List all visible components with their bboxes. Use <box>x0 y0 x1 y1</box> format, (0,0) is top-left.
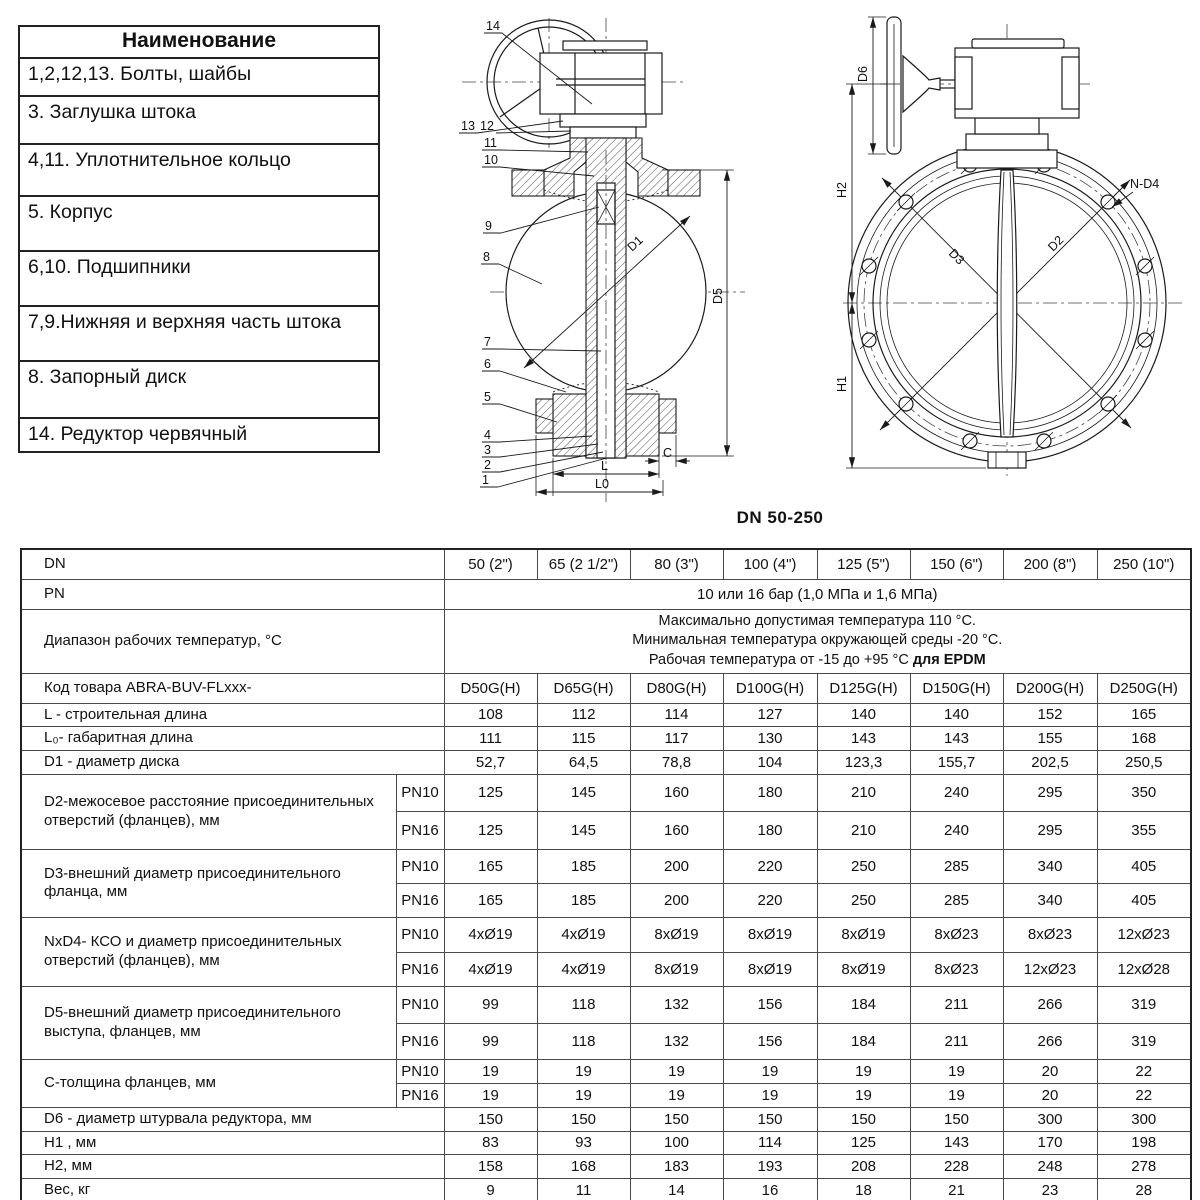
spec-cell: 4xØ19 <box>444 917 537 952</box>
spec-cell: 220 <box>723 883 817 917</box>
part-label-4: 4 <box>484 428 491 442</box>
spec-row <box>21 1059 1191 1083</box>
spec-cell: 150 <box>817 1107 910 1131</box>
spec-cell: 100 <box>630 1131 723 1155</box>
spec-cell: 150 <box>723 1107 817 1131</box>
spec-cell: 250,5 <box>1097 751 1191 775</box>
parts-list-item: 8. Запорный диск <box>20 362 378 419</box>
valve-stem <box>586 138 626 460</box>
spec-cell: 198 <box>1097 1131 1191 1155</box>
spec-cell: 145 <box>537 811 630 849</box>
part-label-10: 10 <box>484 153 498 167</box>
dim-label-d3: D3 <box>945 246 968 268</box>
spec-cell: 140 <box>910 703 1003 727</box>
spec-cell: 22 <box>1097 1059 1191 1083</box>
spec-cell: 21 <box>910 1179 1003 1200</box>
spec-cell: 132 <box>630 986 723 1023</box>
spec-cell: D150G(H) <box>910 673 1003 703</box>
spec-cell: 93 <box>537 1131 630 1155</box>
parts-list-item: 4,11. Уплотнительное кольцо <box>20 145 378 197</box>
spec-row-label: Вес, кг <box>21 1179 444 1200</box>
spec-cell: 19 <box>630 1059 723 1083</box>
spec-cell: 285 <box>910 849 1003 883</box>
pn-sublabel: PN16 <box>396 883 444 917</box>
spec-row-label: D3-внешний диаметр присоединительного фланца, мм <box>21 849 396 917</box>
spec-cell: 12xØ28 <box>1097 952 1191 986</box>
spec-cell: 19 <box>723 1059 817 1083</box>
spec-cell: 8xØ19 <box>723 952 817 986</box>
dim-label-n-d4: N-D4 <box>1130 177 1160 191</box>
spec-cell: 210 <box>817 774 910 811</box>
part-label-5: 5 <box>484 390 491 404</box>
spec-cell: 4xØ19 <box>537 952 630 986</box>
spec-cell: 125 <box>444 774 537 811</box>
spec-cell: 208 <box>817 1155 910 1179</box>
spec-cell: 319 <box>1097 986 1191 1023</box>
dim-label-c: C <box>663 446 673 460</box>
spec-cell: 125 <box>444 811 537 849</box>
spec-cell: 150 (6") <box>910 549 1003 579</box>
spec-cell: 117 <box>630 727 723 751</box>
spec-cell: 185 <box>537 883 630 917</box>
spec-cell: 184 <box>817 1023 910 1059</box>
parts-list-item: 6,10. Подшипники <box>20 252 378 307</box>
spec-row-label: D2-межосевое расстояние присоединительных отверстий (фланцев), мм <box>21 774 396 849</box>
spec-cell: 155,7 <box>910 751 1003 775</box>
spec-cell: 12xØ23 <box>1003 952 1097 986</box>
spec-row <box>21 774 1191 811</box>
spec-cell: 18 <box>817 1179 910 1200</box>
spec-cell: 158 <box>444 1155 537 1179</box>
spec-row <box>21 1131 1191 1155</box>
spec-row <box>21 1155 1191 1179</box>
spec-cell: 99 <box>444 1023 537 1059</box>
spec-cell: 8xØ19 <box>723 917 817 952</box>
dim-label-h1: H1 <box>835 376 849 392</box>
temperature-line: Рабочая температура от -15 до +95 °С <box>648 651 909 668</box>
spec-cell: 340 <box>1003 883 1097 917</box>
spec-cell: 16 <box>723 1179 817 1200</box>
spec-row-label: D6 - диаметр штурвала редуктора, мм <box>21 1107 444 1131</box>
spec-row <box>21 1179 1191 1200</box>
worm-gearbox <box>540 41 662 138</box>
spec-cell: D80G(H) <box>630 673 723 703</box>
spec-row-label: H1 , мм <box>21 1131 444 1155</box>
spec-cell: 285 <box>910 883 1003 917</box>
spec-cell: 132 <box>630 1023 723 1059</box>
spec-cell: 152 <box>1003 703 1097 727</box>
parts-list-item: 14. Редуктор червячный <box>28 423 248 445</box>
spec-row-label: DN <box>21 549 444 579</box>
spec-cell: 183 <box>630 1155 723 1179</box>
spec-cell: 8xØ19 <box>817 917 910 952</box>
spec-cell: 266 <box>1003 1023 1097 1059</box>
spec-cell: 123,3 <box>817 751 910 775</box>
disc-edge <box>988 170 1026 468</box>
bolt-hole <box>860 331 878 349</box>
spec-cell: D125G(H) <box>817 673 910 703</box>
spec-cell: 150 <box>630 1107 723 1131</box>
dim-label-l: L <box>601 459 608 473</box>
part-label-13: 13 <box>461 119 475 133</box>
parts-list-header: Наименование <box>20 27 378 59</box>
spec-cell: D200G(H) <box>1003 673 1097 703</box>
spec-cell: 19 <box>537 1083 630 1107</box>
bolt-hole <box>860 257 878 275</box>
spec-cell: 185 <box>537 849 630 883</box>
pn-sublabel: PN10 <box>396 774 444 811</box>
spec-cell: 8xØ19 <box>630 917 723 952</box>
spec-cell: 19 <box>817 1083 910 1107</box>
spec-cell: 184 <box>817 986 910 1023</box>
spec-cell: 14 <box>630 1179 723 1200</box>
pn-sublabel: PN10 <box>396 1059 444 1083</box>
spec-cell: 11 <box>537 1179 630 1200</box>
spec-cell: 350 <box>1097 774 1191 811</box>
spec-cell: 127 <box>723 703 817 727</box>
pn-sublabel: PN16 <box>396 811 444 849</box>
part-label-9: 9 <box>485 219 492 233</box>
spec-cell: 64,5 <box>537 751 630 775</box>
spec-cell: 156 <box>723 1023 817 1059</box>
spec-cell: 8xØ19 <box>630 952 723 986</box>
spec-cell: 100 (4") <box>723 549 817 579</box>
spec-cell: 295 <box>1003 811 1097 849</box>
spec-cell: 405 <box>1097 849 1191 883</box>
parts-list-item: 3. Заглушка штока <box>20 97 378 145</box>
spec-cell: 115 <box>537 727 630 751</box>
spec-cell: 165 <box>1097 703 1191 727</box>
spec-cell: 250 (10") <box>1097 549 1191 579</box>
spec-row-label: С-толщина фланцев, мм <box>21 1059 396 1107</box>
handwheel-side <box>887 17 901 154</box>
parts-list-item: 1,2,12,13. Болты, шайбы <box>20 59 378 97</box>
spec-cell: 112 <box>537 703 630 727</box>
spec-cell: 19 <box>910 1083 1003 1107</box>
spec-cell: 300 <box>1097 1107 1191 1131</box>
bolt-hole <box>1136 257 1154 275</box>
spec-cell: 143 <box>910 1131 1003 1155</box>
spec-cell: D100G(H) <box>723 673 817 703</box>
spec-cell: 114 <box>630 703 723 727</box>
side-view-drawing <box>835 17 1185 476</box>
spec-row <box>21 1107 1191 1131</box>
parts-list-item: 5. Корпус <box>20 197 378 252</box>
gearbox-side <box>903 39 1079 168</box>
spec-cell: 193 <box>723 1155 817 1179</box>
spec-cell: 250 <box>817 883 910 917</box>
spec-row <box>21 673 1191 703</box>
spec-cell: 200 <box>630 849 723 883</box>
spec-cell: 211 <box>910 986 1003 1023</box>
spec-cell: 145 <box>537 774 630 811</box>
spec-cell: 8xØ19 <box>817 952 910 986</box>
spec-cell: 19 <box>910 1059 1003 1083</box>
part-label-2: 2 <box>484 458 491 472</box>
spec-cell: 240 <box>910 811 1003 849</box>
spec-cell: 80 (3") <box>630 549 723 579</box>
spec-cell: 202,5 <box>1003 751 1097 775</box>
spec-cell: 125 <box>817 1131 910 1155</box>
spec-cell: 19 <box>444 1083 537 1107</box>
spec-row-label: L - строительная длина <box>21 703 444 727</box>
part-label-1: 1 <box>482 473 489 487</box>
spec-cell: 99 <box>444 986 537 1023</box>
bolt-hole <box>961 432 979 450</box>
spec-cell: 278 <box>1097 1155 1191 1179</box>
spec-cell: 180 <box>723 811 817 849</box>
spec-cell: 130 <box>723 727 817 751</box>
spec-cell: 165 <box>444 883 537 917</box>
spec-cell: 19 <box>537 1059 630 1083</box>
spec-row <box>21 549 1191 579</box>
pn-sublabel: PN16 <box>396 952 444 986</box>
pn-sublabel: PN10 <box>396 917 444 952</box>
dim-label-d6: D6 <box>856 66 870 82</box>
spec-cell: 266 <box>1003 986 1097 1023</box>
spec-cell: 248 <box>1003 1155 1097 1179</box>
temperature-range-cell <box>444 609 1191 673</box>
spec-cell: 118 <box>537 1023 630 1059</box>
spec-cell: 111 <box>444 727 537 751</box>
spec-cell: 210 <box>817 811 910 849</box>
spec-cell: 160 <box>630 774 723 811</box>
spec-cell: 140 <box>817 703 910 727</box>
spec-cell: 340 <box>1003 849 1097 883</box>
spec-cell: 104 <box>723 751 817 775</box>
spec-cell: 156 <box>723 986 817 1023</box>
spec-cell: D50G(H) <box>444 673 537 703</box>
part-label-3: 3 <box>484 443 491 457</box>
spec-cell: 355 <box>1097 811 1191 849</box>
spec-cell: 118 <box>537 986 630 1023</box>
spec-row-label: NxD4- КСО и диаметр присоединительных отверстий (фланцев), мм <box>21 917 396 986</box>
spec-cell: 10 или 16 бар (1,0 МПа и 1,6 МПа) <box>444 579 1191 609</box>
spec-cell: D65G(H) <box>537 673 630 703</box>
front-view-drawing <box>459 18 745 502</box>
spec-cell: 19 <box>817 1059 910 1083</box>
spec-cell: 19 <box>444 1059 537 1083</box>
spec-cell: 78,8 <box>630 751 723 775</box>
spec-row <box>21 609 1191 673</box>
spec-cell: 150 <box>444 1107 537 1131</box>
spec-row-label: H2, мм <box>21 1155 444 1179</box>
spec-cell: 168 <box>1097 727 1191 751</box>
spec-cell: 211 <box>910 1023 1003 1059</box>
spec-cell: 250 <box>817 849 910 883</box>
spec-cell: 114 <box>723 1131 817 1155</box>
spec-cell: 220 <box>723 849 817 883</box>
spec-row-label: Код товара ABRA-BUV-FLxxx- <box>21 673 444 703</box>
spec-row-label: L₀- габаритная длина <box>21 727 444 751</box>
dim-label-d5: D5 <box>711 288 725 304</box>
temperature-line: Максимально допустимая температура 110 °С. <box>658 612 976 629</box>
bolt-hole <box>1035 432 1053 450</box>
spec-cell: 23 <box>1003 1179 1097 1200</box>
parts-list-item: 7,9.Нижняя и верхняя часть штока <box>20 307 378 362</box>
temperature-line <box>449 651 1187 671</box>
spec-cell: 8xØ23 <box>910 952 1003 986</box>
spec-cell: 83 <box>444 1131 537 1155</box>
spec-row-label: D1 - диаметр диска <box>21 751 444 775</box>
parts-list-table <box>18 25 380 453</box>
spec-cell: 125 (5") <box>817 549 910 579</box>
spec-cell: 150 <box>910 1107 1003 1131</box>
part-label-8: 8 <box>483 250 490 264</box>
spec-cell: 20 <box>1003 1059 1097 1083</box>
spec-table <box>20 548 1192 1200</box>
part-label-11: 11 <box>484 136 497 150</box>
spec-cell: 50 (2") <box>444 549 537 579</box>
spec-cell: 150 <box>537 1107 630 1131</box>
drawing-caption: DN 50-250 <box>736 508 824 527</box>
spec-cell: 19 <box>630 1083 723 1107</box>
spec-cell: 200 (8") <box>1003 549 1097 579</box>
spec-cell: D250G(H) <box>1097 673 1191 703</box>
spec-row-label: Диапазон рабочих температур, °С <box>21 609 444 673</box>
part-label-6: 6 <box>484 357 491 371</box>
spec-cell: 12xØ23 <box>1097 917 1191 952</box>
spec-row <box>21 986 1191 1023</box>
dim-label-h2: H2 <box>835 182 849 198</box>
spec-cell: 295 <box>1003 774 1097 811</box>
spec-cell: 240 <box>910 774 1003 811</box>
part-label-14: 14 <box>486 19 500 33</box>
spec-cell: 319 <box>1097 1023 1191 1059</box>
spec-cell: 8xØ23 <box>1003 917 1097 952</box>
pn-sublabel: PN10 <box>396 849 444 883</box>
spec-row <box>21 579 1191 609</box>
bolt-hole <box>1136 331 1154 349</box>
spec-cell: 168 <box>537 1155 630 1179</box>
spec-row <box>21 703 1191 727</box>
spec-cell: 52,7 <box>444 751 537 775</box>
spec-cell: 200 <box>630 883 723 917</box>
spec-cell: 19 <box>723 1083 817 1107</box>
spec-row-label: PN <box>21 579 444 609</box>
spec-cell: 9 <box>444 1179 537 1200</box>
pn-sublabel: PN10 <box>396 986 444 1023</box>
spec-cell: 108 <box>444 703 537 727</box>
spec-cell: 20 <box>1003 1083 1097 1107</box>
pn-sublabel: PN16 <box>396 1083 444 1107</box>
spec-row <box>21 751 1191 775</box>
spec-cell: 170 <box>1003 1131 1097 1155</box>
spec-cell: 160 <box>630 811 723 849</box>
spec-cell: 28 <box>1097 1179 1191 1200</box>
dim-label-d1: D1 <box>624 233 646 255</box>
spec-cell: 300 <box>1003 1107 1097 1131</box>
spec-row <box>21 917 1191 952</box>
temperature-line: для EPDM <box>912 651 986 668</box>
part-label-7: 7 <box>484 335 491 349</box>
temperature-line: Минимальная температура окружающей среды -20 °С. <box>632 632 1003 649</box>
spec-cell: 8xØ23 <box>910 917 1003 952</box>
spec-cell: 22 <box>1097 1083 1191 1107</box>
spec-cell: 143 <box>910 727 1003 751</box>
spec-cell: 65 (2 1/2") <box>537 549 630 579</box>
spec-row <box>21 727 1191 751</box>
spec-cell: 228 <box>910 1155 1003 1179</box>
spec-cell: 4xØ19 <box>444 952 537 986</box>
spec-row <box>21 849 1191 883</box>
spec-cell: 180 <box>723 774 817 811</box>
spec-cell: 405 <box>1097 883 1191 917</box>
spec-cell: 143 <box>817 727 910 751</box>
spec-cell: 165 <box>444 849 537 883</box>
pn-sublabel: PN16 <box>396 1023 444 1059</box>
spec-cell: 155 <box>1003 727 1097 751</box>
spec-cell: 4xØ19 <box>537 917 630 952</box>
spec-row-label: D5-внешний диаметр присоединительного выступа, фланцев, мм <box>21 986 396 1059</box>
dim-label-d2: D2 <box>1045 232 1067 255</box>
part-label-12: 12 <box>480 119 494 133</box>
dim-label-l0: L0 <box>595 477 609 491</box>
